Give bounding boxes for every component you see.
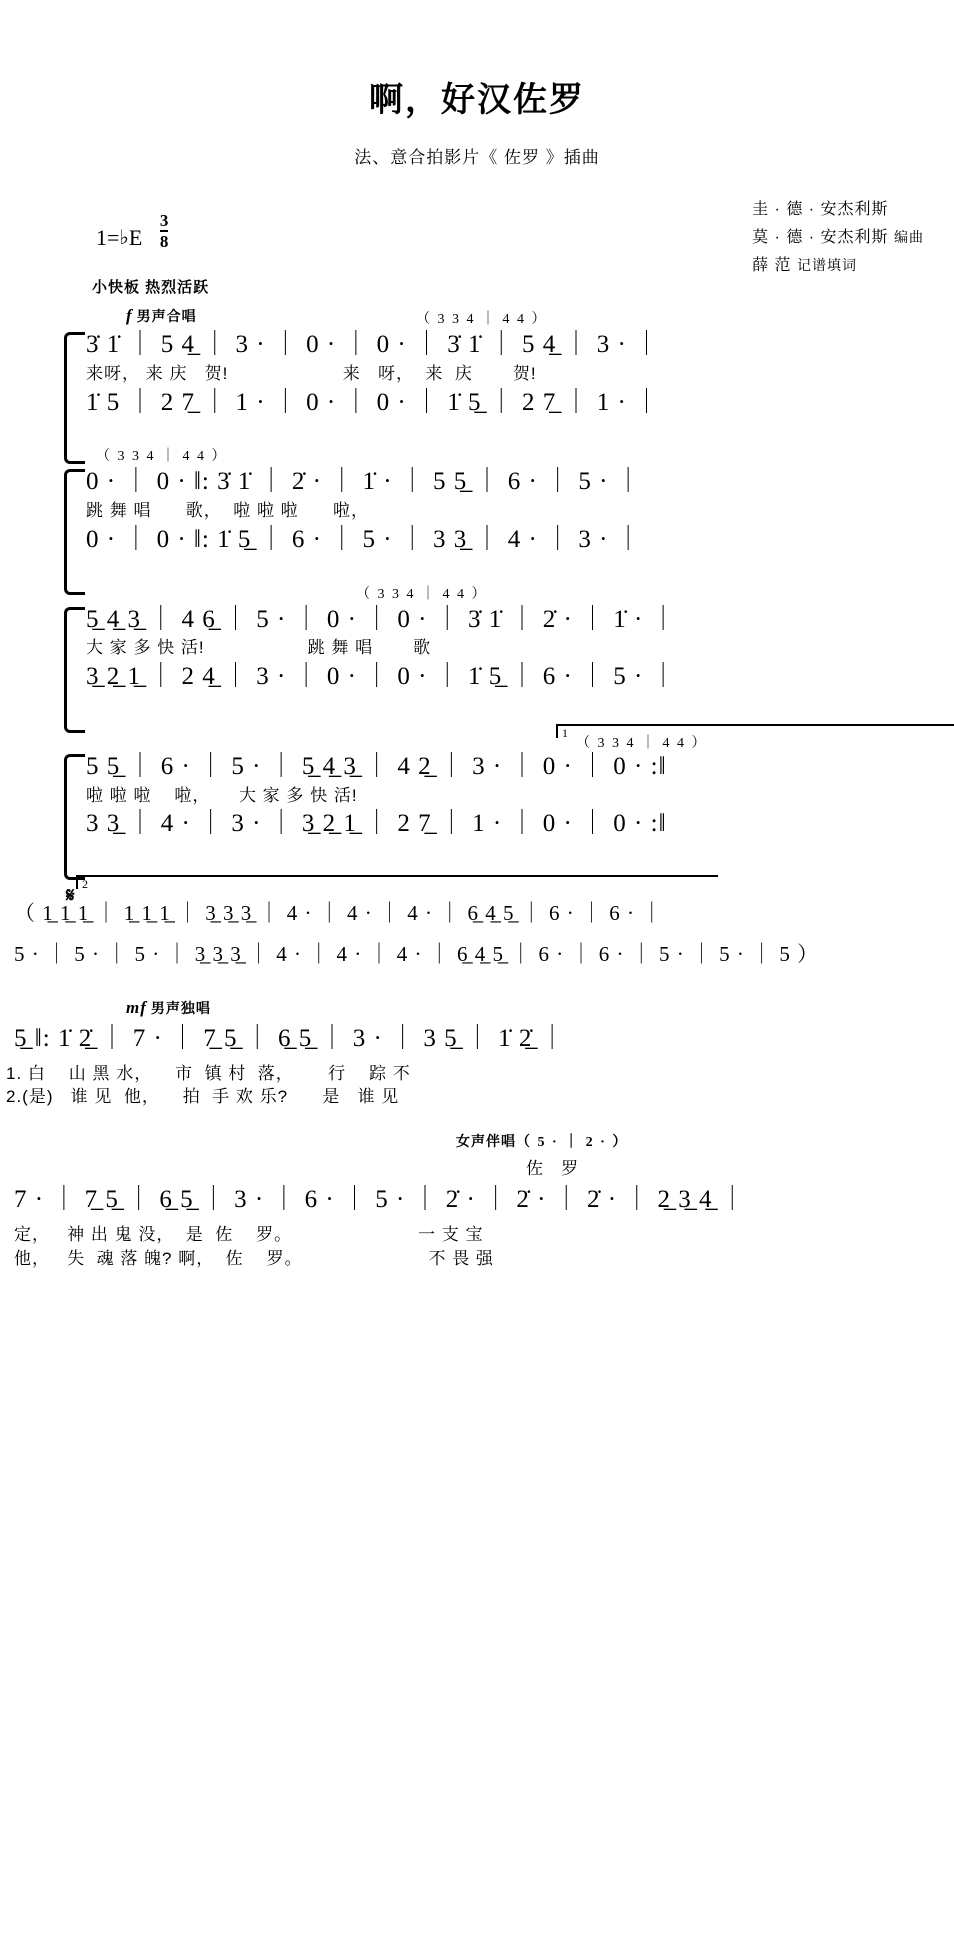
credit-line-2 — [752, 224, 924, 252]
system-7-staff: 7 · ｜ 7̲ 5̲ ｜ 6̲ 5̲ ｜ 3 · ｜ 6 · ｜ 5 · ｜ 2̇ · ｜ 2̇ · ｜ 2̇ · ｜ 2̲ 3̲ 4̲ ｜ — [14, 1186, 746, 1214]
system-6-lyrics-verse-2: 2.(是) 谁 见 他， 拍 手 欢 乐? 是 谁 见 — [6, 1087, 400, 1107]
system-1-lower-staff: 1̇ 5 ｜ 2 7̲ ｜ 1 · ｜ 0 · ｜ 0 · ｜ 1̇ 5̲ ｜ 2 7̲ ｜ 1 · ｜ — [86, 388, 661, 416]
system-2-upper-staff: 0 · ｜ 0 · ‖: 3̇ 1̇ ｜ 2̇ · ｜ 1̇ · ｜ 5 5̲ ｜ 6 · ｜ 5 · ｜ — [86, 468, 642, 496]
tempo-marking: 小快板 热烈活跃 — [92, 279, 210, 296]
cue-text-male-solo: 男声独唱 — [150, 999, 211, 1016]
key-signature — [96, 212, 168, 251]
dynamic-f: f — [126, 306, 133, 325]
system-1-tuplet: （ 3 3 4 ｜ 4 4 ） — [416, 312, 548, 327]
system-6 — [0, 998, 954, 1109]
second-ending-label: 2 — [82, 877, 88, 892]
system-3-upper-staff: 5̲ 4̲ 3̲ ｜ 4 6̲ ｜ 5 · ｜ 0 · ｜ 0 · ｜ 3̇ 1̇ ｜ 2̇ · ｜ 1̇ · ｜ — [86, 605, 677, 633]
dynamic-mf: mf — [126, 997, 147, 1017]
lyricist-name: 薛 范 — [752, 257, 792, 274]
score-metadata — [0, 190, 954, 300]
system-1 — [0, 306, 954, 419]
credit-line-3 — [752, 252, 924, 280]
composer-role-2: 编曲 — [894, 229, 924, 245]
system-6-lyrics-verse-1: 1. 白 山 黑 水， 市 镇 村 落， 行 踪 不 — [6, 1063, 411, 1083]
flat-icon: ♭ — [119, 226, 129, 249]
sheet-music-page — [0, 72, 954, 1950]
system-2-lyrics: 跳 舞 唱 歌， 啦 啦 啦 啦， — [86, 501, 370, 521]
system-7-cue — [456, 1131, 628, 1151]
backing-vocal-lyric: 佐 罗 — [526, 1159, 580, 1179]
system-4-upper-staff: 5 5̲ ｜ 6 · ｜ 5 · ｜ 5̲ 4̲ 3̲ ｜ 4 2̲ ｜ 3 · ｜ 0 · ｜ 0 · :‖ — [86, 752, 667, 780]
system-1-lyrics: 来呀， 来 庆 贺! 来 呀， 来 庆 贺! — [86, 363, 537, 383]
meter-numerator: 3 — [159, 211, 169, 230]
key-label: 1= — [96, 224, 120, 250]
system-3-brace — [64, 607, 85, 733]
page-subtitle: 法、意合拍影片《 佐罗 》插曲 — [354, 148, 600, 167]
system-4-tuplet: （ 3 3 4 ｜ 4 4 ） — [576, 735, 708, 751]
system-4-lyrics: 啦 啦 啦 啦， 大 家 多 快 活! — [86, 785, 358, 805]
system-4-lower-staff: 3 3̲ ｜ 4 · ｜ 3 · ｜ 3̲ 2̲ 1̲ ｜ 2 7̲ ｜ 1 · ｜ 0 · ｜ 0 · :‖ — [86, 810, 667, 838]
segno-icon: 𝄋 — [66, 885, 75, 908]
meter-denominator: 8 — [159, 231, 169, 251]
system-7-lyrics-verse-2: 他， 失 魂 落 魄? 啊， 佐 罗。 不 畏 强 — [14, 1248, 494, 1268]
composer-name-1: 圭 · 德 · 安杰利斯 — [752, 201, 889, 218]
system-2 — [0, 445, 954, 556]
system-4-brace — [64, 754, 85, 880]
system-1-brace — [64, 332, 85, 464]
system-3 — [0, 583, 954, 694]
system-1-upper-staff: 3̇ 1̇ ｜ 5 4̲ ｜ 3 · ｜ 0 · ｜ 0 · ｜ 3̇ 1̇ ｜ 5 4̲ ｜ 3 · ｜ — [86, 331, 661, 358]
system-2-tuplet: （ 3 3 4 ｜ 4 4 ） — [96, 449, 228, 465]
system-2-lower-staff: 0 · ｜ 0 · ‖: 1̇ 5̲ ｜ 6 · ｜ 5 · ｜ 3 3̲ ｜ 4 · ｜ 3 · ｜ — [86, 525, 642, 553]
system-5 — [0, 875, 954, 968]
system-5-upper-staff: （ 1̲ 1̲ 1̲ ｜ 1̲ 1̲ 1̲ ｜ 3̲ 3̲ 3̲ ｜ 4 · ｜ 4 · ｜ 4 · ｜ 6̲ 4̲ 5̲ ｜ 6 · ｜ 6 · ｜ — [14, 901, 664, 926]
system-7 — [0, 1131, 954, 1270]
first-ending-label: 1 — [562, 725, 568, 740]
lyricist-role: 记谱填词 — [797, 257, 857, 273]
system-5-lower-staff: 5 · ｜ 5 · ｜ 5 · ｜ 3̲ 3̲ 3̲ ｜ 4 · ｜ 4 · ｜ 4 · ｜ 6̲ 4̲ 5̲ ｜ 6 · ｜ 6 · ｜ 5 · ｜ 5 · ｜ 5 ） — [14, 941, 820, 966]
key-letter: E — [128, 224, 143, 250]
system-4 — [0, 724, 954, 841]
second-ending-bracket — [76, 875, 718, 892]
composer-name-2: 莫 · 德 · 安杰利斯 — [752, 229, 889, 246]
system-2-brace — [64, 469, 85, 595]
page-title: 啊，好汉佐罗 — [369, 81, 585, 119]
time-signature — [160, 212, 169, 251]
system-7-lyrics-verse-1: 定， 神 出 鬼 没， 是 佐 罗。 一 支 宝 — [14, 1224, 484, 1244]
cue-text-female-backing: 女声伴唱 — [456, 1133, 516, 1150]
system-3-lower-staff: 3̲ 2̲ 1̲ ｜ 2 4̲ ｜ 3 · ｜ 0 · ｜ 0 · ｜ 1̇ 5̲ ｜ 6 · ｜ 5 · ｜ — [86, 663, 677, 691]
system-6-cue — [126, 998, 211, 1018]
credits-block — [752, 196, 924, 280]
system-6-staff: 5̲ ‖: 1̇ 2̲̇ ｜ 7 · ｜ 7̲ 5̲ ｜ 6̲ 5̲ ｜ 3 · ｜ 3 5̲ ｜ 1̇ 2̲̇ ｜ — [14, 1024, 566, 1052]
system-3-lyrics: 大 家 多 快 活! 跳 舞 唱 歌 — [86, 638, 432, 658]
credit-line-1 — [752, 196, 924, 224]
system-3-tuplet: （ 3 3 4 ｜ 4 4 ） — [356, 586, 488, 602]
backing-vocal-notes: （ 5 · ｜ 2 · ） — [516, 1135, 629, 1151]
system-1-cue — [126, 306, 197, 326]
cue-text-male-chorus: 男声合唱 — [136, 308, 197, 324]
